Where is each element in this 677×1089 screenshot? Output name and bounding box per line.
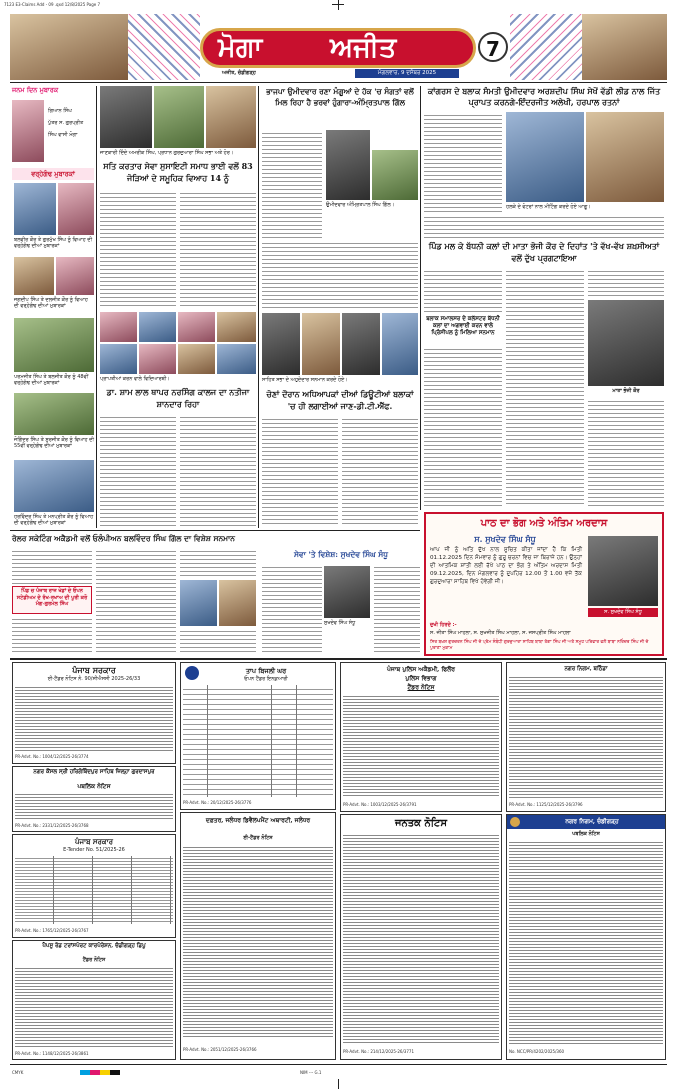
ad-punjab-sarkar-2-title: ਪੰਜਾਬ ਸਰਕਾਰ xyxy=(74,837,113,846)
ad-punjab-sarkar-1-sub: ਈ-ਟੈਂਡਰ ਨੋਟਿਸ ਨੰ. 90/ਸੀਐਸਸੀ 2025-26/33 xyxy=(47,676,141,682)
ad-pepsu-body xyxy=(15,966,173,1048)
ad-right-bottom-footer: No. NCC/PR/4202/2025/360 xyxy=(509,1049,565,1054)
story6-headline: ਪਿੰਡ ਮਲ ਕੇ ਬੱਧਨੀ ਕਲਾਂ ਦੀ ਮਾਤਾ ਭੋਜੀ ਕੌਰ ਦੇ ਦਿਹਾਂਤ 'ਤੇ ਵੱਖ-ਵੱਖ ਸ਼ਖ਼ਸੀਅਤਾਂ ਵਲੋਂ ਦੁੱਖ ਪ੍ਰਗਟਾਇਆ xyxy=(428,241,660,263)
anniversary-caption-4: ਜੋਗਿੰਦਰ ਸਿੰਘ ਤੇ ਸੁਰਜੀਤ ਕੌਰ ਨੂੰ ਵਿਆਹ ਦੀ 55ਵੀਂ ਵਰ੍ਹੇਗੰਢ ਦੀਆਂ ਮੁਬਾਰਕਾਂ xyxy=(14,437,94,449)
pattern-right xyxy=(510,14,582,80)
anniversary-photo-2b xyxy=(56,257,94,295)
story3-photo-b xyxy=(372,150,418,200)
bhog-photo-caption: ਸ. ਸੁਖਦੇਵ ਸਿੰਘ ਸੰਧੂ xyxy=(588,608,658,617)
story5-photo-b xyxy=(586,112,664,202)
story7-boxed-subhead-text: ਪਿੰਡ ਚ ਪੰਜਾਬ ਰਾਜ ਖੇਡਾਂ ਦੇ ਓਪਨ ਸਟੇਡੀਅਮ ਦੇ ਰੱਖ-ਰਖਾਅ ਦੀ ਪੂਰੀ ਕਰੋ ਮੰਗ-ਗੁਰਮੇਲ ਸਿੰਘ xyxy=(16,588,88,607)
bhog-name: ਸ. ਸੁਖਦੇਵ ਸਿੰਘ ਸੰਧੂ xyxy=(474,534,536,544)
story6-body-col3b xyxy=(588,398,664,506)
section-rule xyxy=(10,530,420,531)
birthday-box xyxy=(12,86,94,166)
story3-photo-a xyxy=(326,130,370,200)
story2-photo xyxy=(217,344,256,374)
crop-mark xyxy=(338,1079,339,1089)
ad-right-top-body xyxy=(509,675,663,799)
story7-body-col2 xyxy=(96,548,176,654)
birthday-caption-3: ਸਿੰਘ ਵਾਸੀ ਮੋਗਾ xyxy=(48,132,78,138)
ad-pepsu-sub: ਟੈਂਡਰ ਨੋਟਿਸ xyxy=(82,957,106,963)
column-rule xyxy=(96,86,97,528)
footer-mark: NIM --- G.1 xyxy=(300,1070,322,1075)
paper-name: ਅਜੀਤ xyxy=(330,32,397,63)
story7-body-col3 xyxy=(180,548,256,578)
ad-pepsu-title: ਪੈਪਸੂ ਰੋਡ ਟਰਾਂਸਪੋਰਟ ਕਾਰਪੋਰੇਸ਼ਨ, ਚੰਡੀਗੜ੍ਹ ਡਿਪੂ xyxy=(42,943,146,949)
story8-photo xyxy=(324,566,370,618)
story7-photos xyxy=(180,580,256,626)
bhog-notice xyxy=(424,512,664,656)
story2-photo xyxy=(100,312,137,342)
edition-name: ਮੋਗਾ xyxy=(218,32,263,63)
ad-sugar-title: ਦਫ਼ਤਰ, ਜਲੰਧਰ ਡਿਵੈਲਪਮੈਂਟ ਅਥਾਰਟੀ, ਜਲੰਧਰ xyxy=(205,817,311,824)
column-rule xyxy=(420,86,421,510)
ad-punjab-sarkar-2 xyxy=(12,834,176,938)
ad-janatak xyxy=(340,814,502,1060)
story1-photo-caption: ਜਾਣਕਾਰੀ ਦਿੰਦੇ ਅਮਰੀਕ ਸਿੰਘ, ਪ੍ਰਧਾਨ ਗੁਰਦੁਆਰਾ ਸਿੰਘ ਸਭਾ ਅਤੇ ਹੋਰ। xyxy=(100,150,234,156)
ad-police xyxy=(340,662,502,812)
anniversary-photo-5 xyxy=(14,460,94,512)
ad-punjab-sarkar-1-body xyxy=(15,685,173,751)
story1-body-col1 xyxy=(100,190,176,308)
story3-photo-caption: ਉਮੀਦਵਾਰ ਅੰਮ੍ਰਿਤਪਾਲ ਸਿੰਘ ਗਿੱਲ। xyxy=(326,202,395,208)
story3-headline: ਭਾਜਪਾ ਉਮੀਦਵਾਰ ਰਣਾ ਮੰਗੂਆਂ ਦੇ ਹੱਕ 'ਚ ਸੰਗਤਾਂ ਵਲੋਂ ਮਿਲ ਰਿਹਾ ਹੈ ਭਰਵਾਂ ਹੁੰਗਾਰਾ-ਅੰਮ੍ਰਿਤਪਾਲ ਗਿੱਲ xyxy=(266,87,414,107)
bhog-body: ਆਪ ਜੀ ਨੂੰ ਅਤਿ ਦੁੱਖ ਨਾਲ ਸੂਚਿਤ ਕੀਤਾ ਜਾਂਦਾ ਹੈ ਕਿ ਮਿਤੀ 01.12.2025 ਦਿਨ ਸੋਮਵਾਰ ਨੂੰ ਗੁਰੂ ਚਰਨਾਂ ਵਿਚ ਜਾ ਬਿਰਾਜੇ ਹਨ। ਉਨ੍ਹਾਂ ਦੀ ਆਤਮਿਕ ਸ਼ਾਂਤੀ ਲਈ ਰੱਖੇ ਪਾਠ ਦਾ ਭੋਗ ਤੇ ਅੰਤਿਮ ਅਰਦਾਸ ਮਿਤੀ 09.12.2025, ਦਿਨ ਮੰਗਲਵਾਰ ਨੂੰ ਦੁਪਹਿਰ 12.00 ਤੋਂ 1.00 ਵਜੇ ਤੱਕ ਗੁਰਦੁਆਰਾ ਸਾਹਿਬ ਵਿਖੇ ਹੋਵੇਗੀ ਜੀ। xyxy=(430,547,582,585)
ad-power-table xyxy=(183,685,333,797)
ad-janatak-footer: PR-Advt. No.: 214/12/2025-26/3771 xyxy=(343,1049,414,1054)
story2-photo xyxy=(217,312,256,342)
anniversary-caption-1: ਬਲਵੀਰ ਕੌਰ ਤੇ ਗੁਰਮੁੱਖ ਸਿੰਘ ਨੂੰ ਵਿਆਹ ਦੀ ਵਰ੍ਹੇਗੰਢ ਦੀਆਂ ਮੁਬਾਰਕਾਂ xyxy=(14,237,93,249)
ad-nagar-council-sub: ਪਬਲਿਕ ਨੋਟਿਸ xyxy=(77,783,111,790)
crop-mark xyxy=(332,4,344,5)
column-rule xyxy=(258,86,259,528)
story6-body-col1b xyxy=(424,346,502,506)
story5-photo-caption: ਹਲਕੇ ਦੇ ਵੋਟਰਾਂ ਨਾਲ ਮੀਟਿੰਗ ਕਰਦੇ ਹੋਏ ਆਗੂ। xyxy=(506,204,591,210)
gurdwara-photo-right xyxy=(582,14,667,80)
ad-right-bottom xyxy=(506,814,666,1060)
ad-nagar-council-footer: PR-Advt. No.: 2331/12/2025-26/3768 xyxy=(15,823,89,828)
bhog-photo xyxy=(588,536,658,606)
ad-sugar xyxy=(180,812,336,1060)
story4-headline: ਚੋਣਾਂ ਦੌਰਾਨ ਅਧਿਆਪਕਾਂ ਦੀਆਂ ਡਿਊਟੀਆਂ ਬਲਾਕਾਂ 'ਚ ਹੀ ਲਗਾਈਆਂ ਜਾਣ-ਡੀ.ਟੀ.ਐੱਫ. xyxy=(266,389,414,411)
birthday-photo xyxy=(12,100,44,162)
story4-photo xyxy=(302,313,340,375)
pattern-left xyxy=(128,14,200,80)
anniversary-photo-1a xyxy=(14,183,56,235)
ad-power-sub: ਓਪਨ ਟੈਂਡਰ ਇਨਕੁਆਰੀ xyxy=(244,676,288,682)
story2-photo xyxy=(100,344,137,374)
story4-photo-row xyxy=(262,313,418,375)
ad-punjab-sarkar-2-sub: E-Tender No. 51/2025-26 xyxy=(63,847,125,853)
masthead-rule xyxy=(10,82,667,83)
story2-headline: ਡਾ. ਸ਼ਾਮ ਲਾਲ ਥਾਪਰ ਨਰਸਿੰਗ ਕਾਲਜ ਦਾ ਨਤੀਜਾ ਸ਼ਾਨਦਾਰ ਰਿਹਾ xyxy=(106,387,250,409)
story2-photo xyxy=(139,312,176,342)
story1-photo-b xyxy=(154,86,204,148)
crop-mark xyxy=(338,0,339,10)
bhog-footer: ਸਿਰ ਬਖ਼ਸ਼ ਗੁਰਚਰਨ ਸਿੰਘ ਜੀ ਦੇ ਪ੍ਰੇਮ ਸੰਬੰਧੀ ਗੁਰਦੁਆਰਾ ਸਾਹਿਬ ਬਾਬਾ ਤੇਗਾ ਸਿੰਘ ਜੀ ਅਤੇ ਸਮੂਹ ਪਰਿਵਾਰ ਵਲੋਂ ਬਾਬਾ ਨਰਿੰਦਰ ਸਿੰਘ ਜੀ ਦੇ ਪੁਰਾਣਾ ਮੁਕਾਮ xyxy=(430,640,649,651)
ad-power xyxy=(180,662,336,810)
story3-body-col1 xyxy=(262,130,322,238)
story6-photo-caption: ਮਾਤਾ ਭੋਜੀ ਕੌਰ xyxy=(612,388,640,394)
story1-photo-a xyxy=(100,86,152,148)
ad-power-footer: PR-Advt. No.: 20/12/2025-26/3776 xyxy=(183,800,252,805)
story2-photo xyxy=(139,344,176,374)
anniversary-caption-2: ਜਗਦੀਪ ਸਿੰਘ ਤੇ ਦਲਜੀਤ ਕੌਰ ਨੂੰ ਵਿਆਹ ਦੀ ਵਰ੍ਹੇਗੰਢ ਦੀਆਂ ਮੁਬਾਰਕਾਂ xyxy=(14,297,88,309)
birthday-caption-2: ਪੁੱਤਰ ਸ. ਗੁਰਪ੍ਰੀਤ xyxy=(48,120,84,126)
story6-photo xyxy=(588,300,664,386)
ad-power-title: ਤਾਪ ਬਿਜਲੀ ਘਰ xyxy=(245,667,287,675)
bhog-title: ਪਾਠ ਦਾ ਭੋਗ ਅਤੇ ਅੰਤਿਮ ਅਰਦਾਸ xyxy=(480,518,608,529)
story2-photo xyxy=(178,312,215,342)
ad-police-sub2: ਟੈਂਡਰ ਨੋਟਿਸ xyxy=(407,684,435,691)
story1-photo-row xyxy=(100,86,256,148)
story3-body-lower xyxy=(262,240,418,310)
story4-photo-caption: ਸਾਹਿਤ ਸਭਾ ਦੇ ਅਹੁਦੇਦਾਰ ਸਨਮਾਨ ਕਰਦੇ ਹੋਏ। xyxy=(262,377,348,383)
ad-nagar-council-body xyxy=(15,792,173,820)
story1-headline: ਸਤਿ ਕਰਤਾਰ ਸੇਵਾ ਸੁਸਾਇਟੀ ਸਮਾਧ ਭਾਈ ਵਲੋਂ 83 ਜੋੜਿਆਂ ਦੇ ਸਮੂਹਿਕ ਵਿਆਹ 14 ਨੂੰ xyxy=(103,161,253,183)
ad-punjab-sarkar-2-table xyxy=(15,856,173,924)
ad-right-bottom-sub: ਪਬਲਿਕ ਨੋਟਿਸ xyxy=(572,831,600,837)
ad-right-top-title: ਨਗਰ ਨਿਗਮ, ਬਠਿੰਡਾ xyxy=(564,666,608,672)
story7-boxed-subhead xyxy=(12,586,92,614)
story5-headline: ਕਾਂਗਰਸ ਦੇ ਬਲਾਕ ਸੰਮਤੀ ਉਮੀਦਵਾਰ ਅਰਸ਼ਦੀਪ ਸਿੰਘ ਸੇਖੋਂ ਵੱਡੀ ਲੀਡ ਨਾਲ ਜਿੱਤ ਪ੍ਰਾਪਤ ਕਰਨਗੇ-ਇੰਦਰਜੀਤ ਅਲੇਖੀ, ਹਰਪਾਲ ਰਤਨਾਂ xyxy=(427,86,661,107)
emblem-icon xyxy=(510,817,520,827)
footer-rule xyxy=(10,1064,667,1065)
ad-punjab-sarkar-1 xyxy=(12,662,176,764)
page-number: 7 xyxy=(478,32,508,62)
story2-body-col2 xyxy=(180,414,256,526)
story1-photo-c xyxy=(206,86,256,148)
ad-police-title: ਪੰਜਾਬ ਪੁਲਿਸ ਅਕੈਡਮੀ, ਫਿਲੌਰ xyxy=(387,666,455,673)
story2-photo xyxy=(178,344,215,374)
story7-photo xyxy=(180,580,217,626)
birthday-title: ਜਨਮ ਦਿਨ ਮੁਬਾਰਕ xyxy=(12,86,59,94)
masthead-date: ਮੰਗਲਵਾਰ, 9 ਦਸੰਬਰ 2025 xyxy=(355,69,459,78)
ad-janatak-body xyxy=(343,833,499,1045)
anniversary-photo-3 xyxy=(14,318,94,372)
ad-nagar-council-title: ਨਗਰ ਕੌਂਸਲ ਸ੍ਰੀ ਹਰਿਗੋਬਿੰਦਪੁਰ ਸਾਹਿਬ ਜ਼ਿਲ੍ਹਾ ਗੁਰਦਾਸਪੁਰ xyxy=(33,769,155,775)
power-logo-icon xyxy=(185,666,199,680)
story4-body-col1 xyxy=(262,416,338,526)
ad-pepsu xyxy=(12,940,176,1060)
ad-sugar-sub: ਈ-ਟੈਂਡਰ ਨੋਟਿਸ xyxy=(243,835,273,841)
color-bar xyxy=(80,1070,120,1075)
story2-photo-grid xyxy=(100,312,256,374)
ad-sugar-body xyxy=(183,845,333,1039)
ad-police-body xyxy=(343,694,499,798)
story5-body-lower xyxy=(424,214,664,238)
ad-sugar-footer: PR-Advt. No.: 2051/12/2025-26/3766 xyxy=(183,1047,257,1052)
gurdwara-photo-left xyxy=(10,14,128,80)
story4-photo xyxy=(342,313,380,375)
ads-rule xyxy=(10,658,667,660)
ad-punjab-sarkar-1-footer: PR-Advt. No.: 1004/12/2025-26/3774 xyxy=(15,754,89,759)
ad-right-top-footer: PR-Advt. No.: 1125/12/2025-26/3796 xyxy=(509,802,583,807)
story1-body-col2 xyxy=(180,190,256,308)
story4-photo xyxy=(262,313,300,375)
anniversary-caption-5: ਹਰਵਿੰਦਰ ਸਿੰਘ ਤੇ ਮਨਪ੍ਰੀਤ ਕੌਰ ਨੂੰ ਵਿਆਹ ਦੀ ਵਰ੍ਹੇਗੰਢ ਦੀਆਂ ਮੁਬਾਰਕਾਂ xyxy=(14,514,94,526)
story7-body-col3b xyxy=(180,628,256,654)
ad-nagar-council xyxy=(12,766,176,832)
story7-headline: ਰੋਲਰ ਸਕੇਟਿੰਗ ਅਕੈਡਮੀ ਵਲੋਂ ਓਲੰਪੀਅਨ ਬਲਵਿੰਦਰ ਸਿੰਘ ਗਿੱਲ ਦਾ ਵਿਸ਼ੇਸ਼ ਸਨਮਾਨ xyxy=(12,534,235,543)
ad-punjab-sarkar-1-title: ਪੰਜਾਬ ਸਰਕਾਰ xyxy=(72,665,116,675)
ad-pepsu-footer: PR-Advt. No.: 1148/12/2025-26/3861 xyxy=(15,1051,89,1056)
story4-photo xyxy=(382,313,418,375)
bhog-mourners-label: ਦੁਖੀ ਹਿਰਦੇ :- xyxy=(430,622,457,628)
story6-body-col2 xyxy=(506,268,584,506)
story6-subhead: ਬਲਾਕ ਸਮਾਲਸਰ ਦੇ ਕਲੱਸਟਰ ਬੱਧਨੀ ਕਲਾਂ ਦਾ ਅਗਵਾਈ ਕਰਨ ਵਾਲੇ ਪ੍ਰਿੰਸੀਪਲ ਨੂੰ ਮਿਲਿਆ ਸਨਮਾਨ xyxy=(426,316,500,336)
story6-body-col3a xyxy=(588,268,664,298)
print-slug: 7123 E3-Claims Add - 09 .qxd 12/8/2025 Page 7 xyxy=(4,2,101,7)
story2-photo-caption: ਪ੍ਰਾਪਤੀਆਂ ਕਰਨ ਵਾਲੇ ਵਿਦਿਆਰਥੀ। xyxy=(100,376,170,382)
story8-body-col2 xyxy=(374,564,420,654)
story5-body-col1 xyxy=(424,112,502,212)
ad-janatak-title: ਜਨਤਕ ਨੋਟਿਸ xyxy=(394,818,448,829)
ad-police-sub1: ਪੁਲਿਸ ਵਿਭਾਗ xyxy=(405,675,437,682)
birthday-caption-1: ਗਿਆਨ ਸਿੰਘ xyxy=(48,108,72,114)
story7-body-col1a xyxy=(12,548,92,584)
ad-police-footer: PR-Advt. No.: 1003/12/2025-26/3791 xyxy=(343,802,417,807)
story8-photo-caption: ਸੁਖਦੇਵ ਸਿੰਘ ਸੰਧੂ xyxy=(324,620,356,626)
story4-body-col2 xyxy=(342,416,418,526)
story6-body-col1 xyxy=(424,268,502,314)
anniversary-photo-1b xyxy=(58,183,94,235)
masthead xyxy=(10,14,667,80)
story5-photo-a xyxy=(506,112,584,202)
anniversary-caption-3: ਪਰਮਜੀਤ ਸਿੰਘ ਤੇ ਬਲਜੀਤ ਕੌਰ ਨੂੰ 48ਵੀਂ ਵਰ੍ਹੇਗੰਢ ਦੀਆਂ ਮੁਬਾਰਕਾਂ xyxy=(14,374,89,386)
ad-right-bottom-title: ਨਗਰ ਨਿਗਮ, ਚੰਡੀਗੜ੍ਹ xyxy=(565,818,619,825)
ad-right-top xyxy=(506,662,666,812)
anniversary-title: ਵਰ੍ਹੇਗੰਢ ਮੁਬਾਰਕਾਂ xyxy=(12,168,94,180)
footer-cmyk: CMYK xyxy=(12,1070,24,1075)
story2-body-col1 xyxy=(100,414,176,526)
masthead-place: ਅਜੀਤ, ਚੰਡੀਗੜ੍ਹ xyxy=(222,70,256,76)
ad-right-bottom-body xyxy=(509,840,663,1046)
story7-body-col1b xyxy=(12,616,92,654)
story7-photo xyxy=(219,580,256,626)
story8-body-col1 xyxy=(262,564,322,654)
ad-punjab-sarkar-2-footer: PR-Advt. No.: 1765/12/2025-26/3767 xyxy=(15,928,89,933)
story8-headline: ਸੇਵਾ 'ਤੇ ਵਿਸ਼ੇਸ਼: ਸੁਖਦੇਵ ਸਿੰਘ ਸੰਧੂ xyxy=(294,550,388,559)
anniversary-photo-4 xyxy=(14,393,94,435)
bhog-mourners: ਸ. ਜੀਤਾ ਸਿੰਘ ਮਾਹਲਾ, ਸ. ਸੁਖਜੀਤ ਸਿੰਘ ਮਾਹਲਾ, ਸ. ਜਸਪ੍ਰੀਤ ਸਿੰਘ ਮਾਹਲਾ xyxy=(430,630,571,636)
anniversary-photo-2a xyxy=(14,257,54,295)
